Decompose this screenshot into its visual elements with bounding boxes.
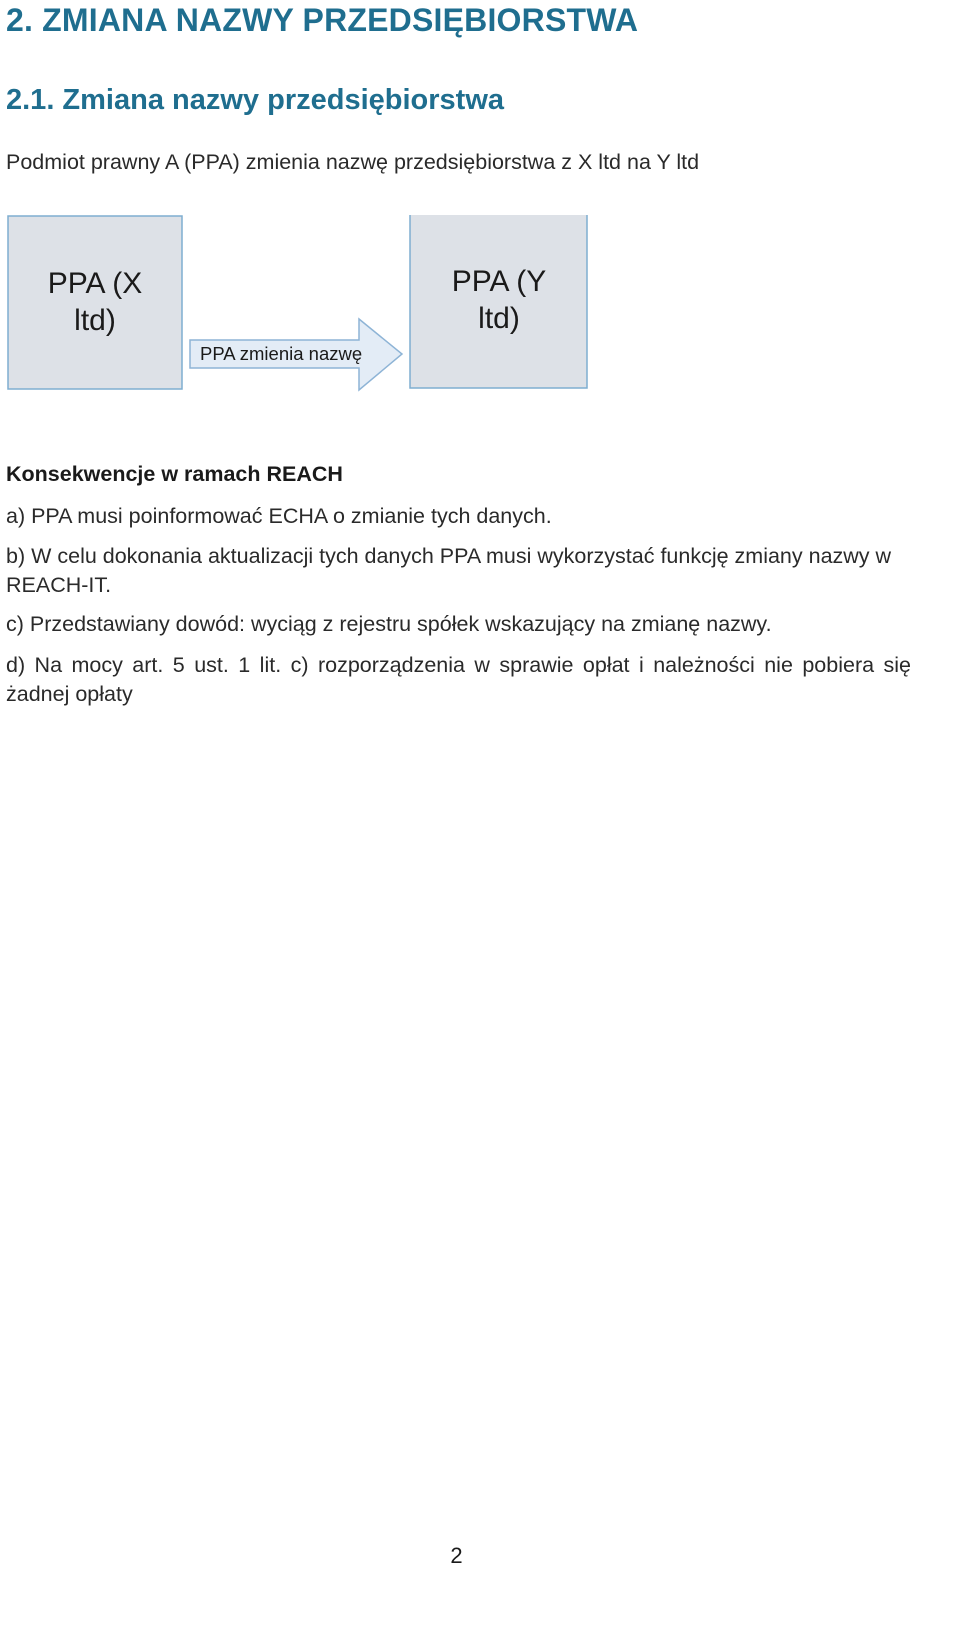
name-change-diagram: [0, 215, 640, 415]
consequence-item-c: c) Przedstawiany dowód: wyciąg z rejestru spółek wskazujący na zmianę nazwy.: [6, 612, 772, 636]
box-old-name-line2: ltd): [74, 304, 116, 337]
arrow-label: PPA zmienia nazwę: [200, 343, 363, 364]
box-old-name-line1: PPA (X: [47, 267, 143, 300]
consequences-title: Konsekwencje w ramach REACH: [6, 462, 343, 486]
box-old-name: [8, 216, 182, 389]
consequence-item-d: d) Na mocy art. 5 ust. 1 lit. c) rozporządzenia w sprawie opłat i należności nie pobiera się żadnej opłaty: [6, 653, 911, 706]
box-new-name-line2: ltd): [478, 302, 520, 335]
consequence-item-a: a) PPA musi poinformować ECHA o zmianie tych danych.: [6, 504, 552, 528]
consequence-item-b: b) W celu dokonania aktualizacji tych danych PPA musi wykorzystać funkcję zmiany nazwy w REACH-IT.: [6, 544, 892, 597]
section-heading: 2. ZMIANA NAZWY PRZEDSIĘBIORSTWA: [6, 2, 639, 38]
box-new-name-line1: PPA (Y: [451, 265, 547, 298]
page-number: 2: [450, 1543, 463, 1568]
subsection-heading: 2.1. Zmiana nazwy przedsiębiorstwa: [6, 84, 504, 116]
intro-text: Podmiot prawny A (PPA) zmienia nazwę przedsiębiorstwa z X ltd na Y ltd: [6, 150, 700, 174]
